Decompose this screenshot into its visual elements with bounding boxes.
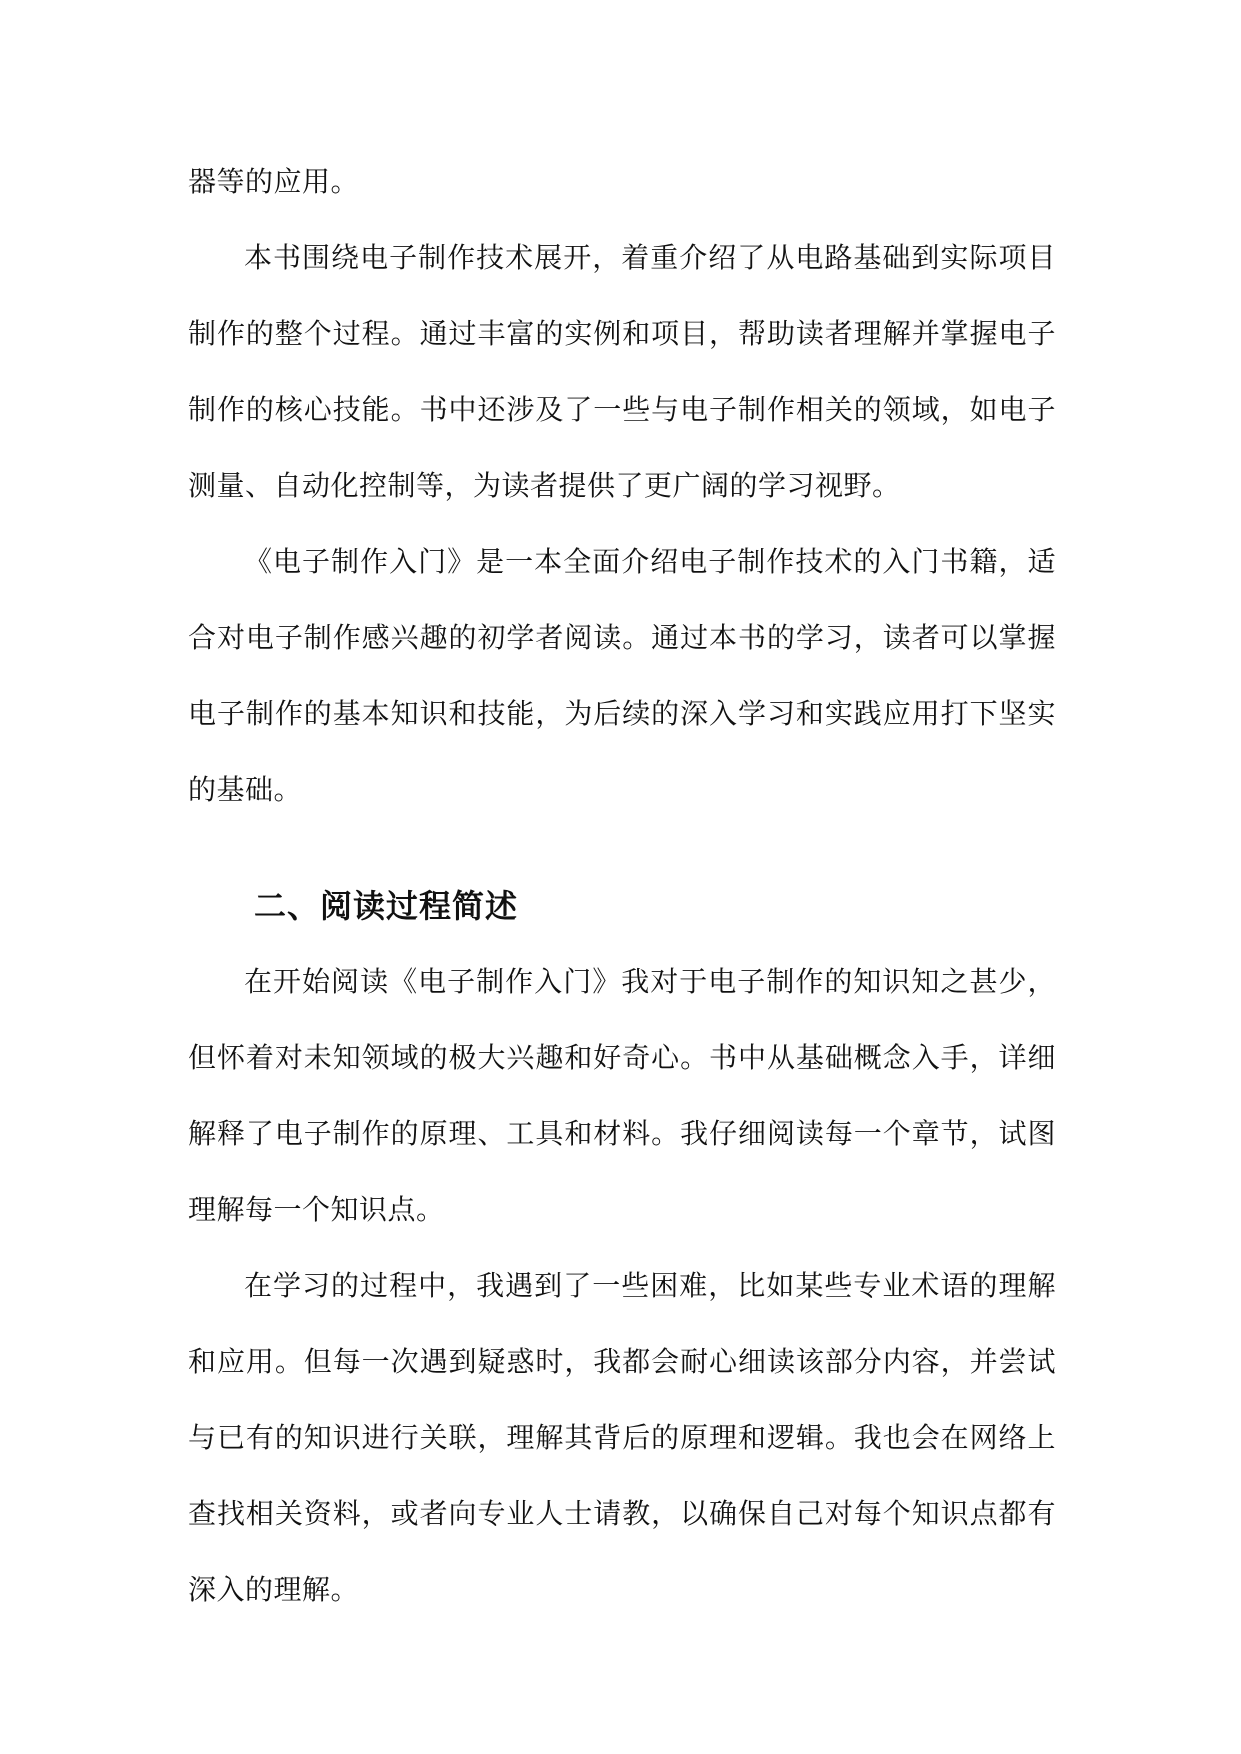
book-summary-paragraph: 《电子制作入门》是一本全面介绍电子制作技术的入门书籍，适合对电子制作感兴趣的初学者阅读。通过本书的学习，读者可以掌握电子制作的基本知识和技能，为后续的深入学习和实践应用打下坚实的基础。 [188, 545, 1056, 806]
reading-difficulty-paragraph: 在学习的过程中，我遇到了一些困难，比如某些专业术语的理解和应用。但每一次遇到疑惑时，我都会耐心细读该部分内容，并尝试与已有的知识进行关联，理解其背后的原理和逻辑。我也会在网络上查找相关资料，或者向专业人士请教，以确保自己对每个知识点都有深入的理解。 [188, 1269, 1056, 1606]
book-overview-paragraph: 本书围绕电子制作技术展开，着重介绍了从电路基础到实际项目制作的整个过程。通过丰富的实例和项目，帮助读者理解并掌握电子制作的核心技能。书中还涉及了一些与电子制作相关的领域，如电子测量、自动化控制等，为读者提供了更广阔的学习视野。 [188, 241, 1056, 502]
document-body [188, 144, 1056, 1628]
reading-start-paragraph: 在开始阅读《电子制作入门》我对于电子制作的知识知之甚少，但怀着对未知领域的极大兴趣和好奇心。书中从基础概念入手，详细解释了电子制作的原理、工具和材料。我仔细阅读每一个章节，试图理解每一个知识点。 [188, 965, 1056, 1226]
section-heading: 二、阅读过程简述 [254, 887, 519, 925]
continuation-paragraph: 器等的应用。 [188, 165, 360, 198]
